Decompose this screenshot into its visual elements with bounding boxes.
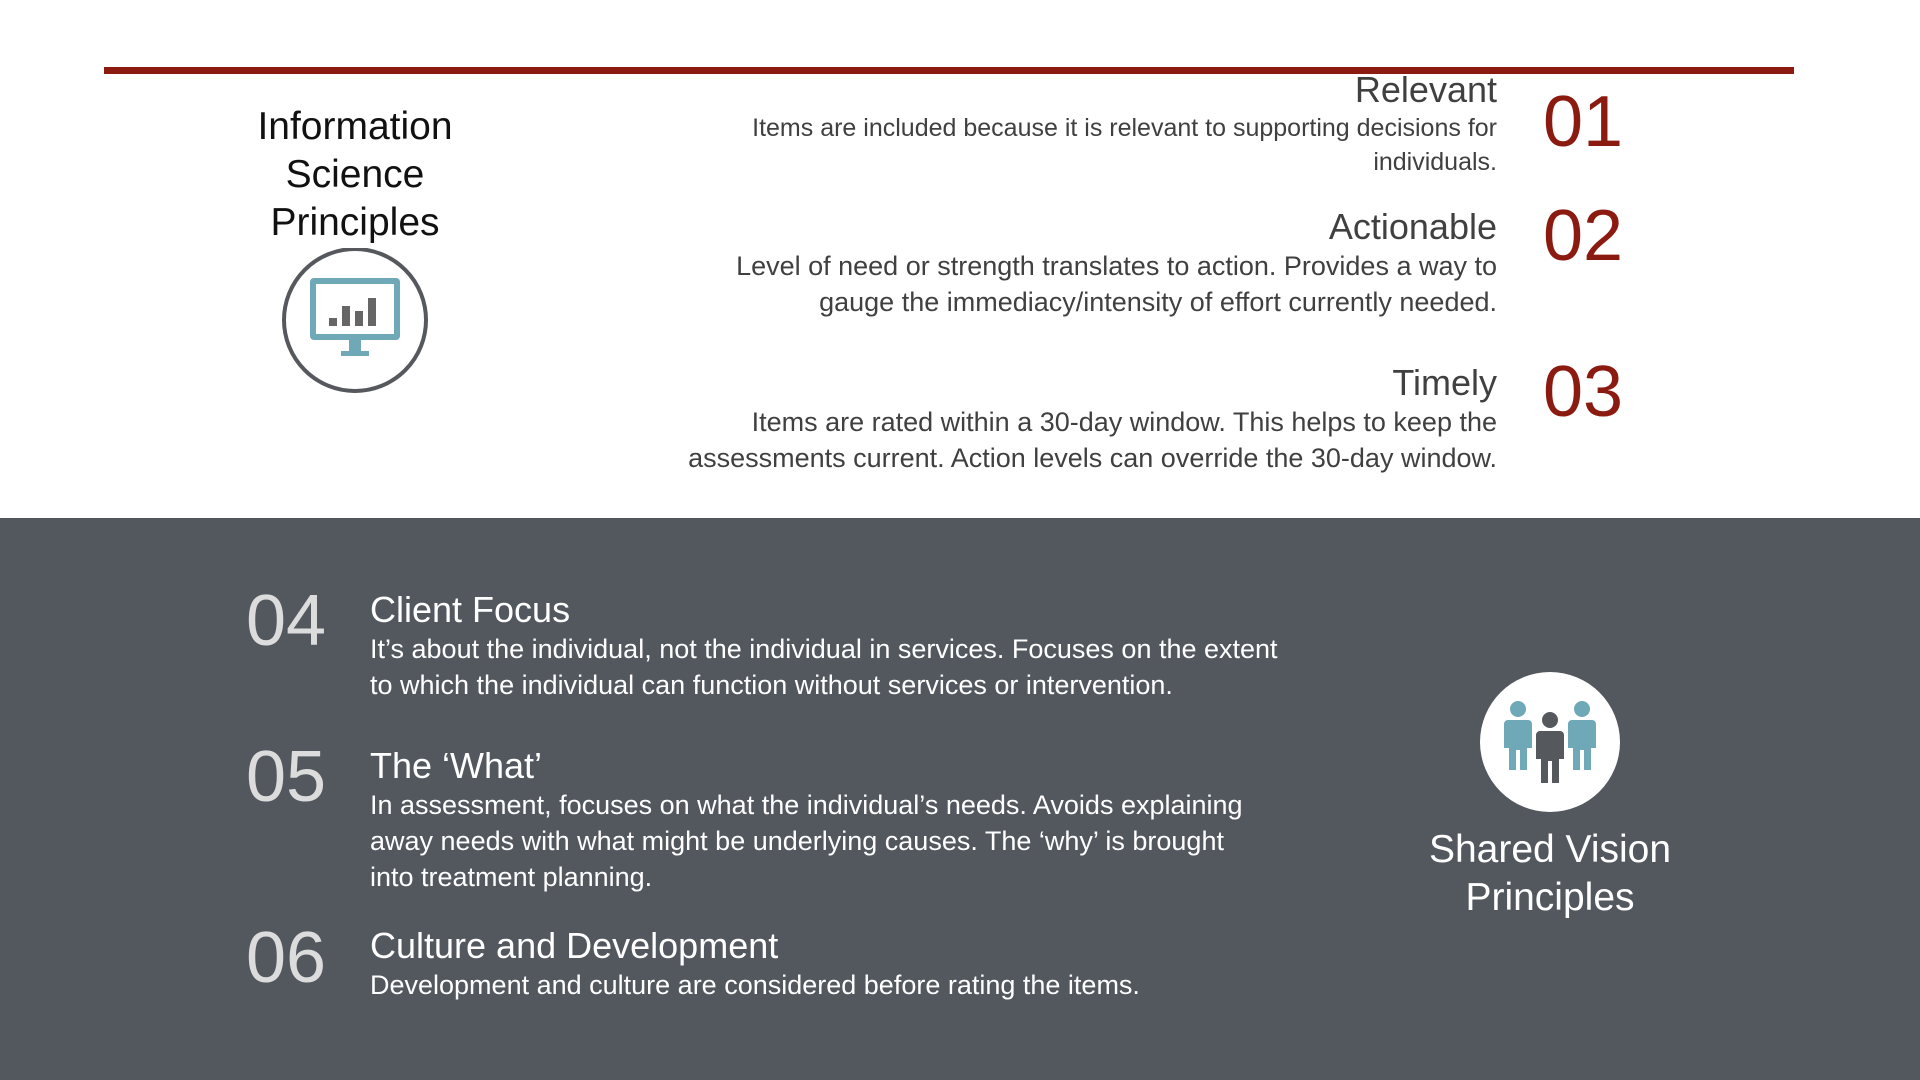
principle-description-line: away needs with what might be underlying causes. The ‘why’ is brought [370,826,1224,856]
shared-vision-title-line: Principles [1465,876,1635,919]
principle-description [370,787,1370,895]
principle-number: 06 [246,918,327,998]
monitor-chart-icon [280,248,430,393]
people-group-icon [1480,672,1620,812]
principle-relevant [637,69,1497,179]
principle-number: 02 [1543,196,1624,276]
principle-number: 04 [246,581,327,661]
principle-description [370,967,1390,1003]
principle-title: Relevant [1354,69,1497,110]
principle-actionable [597,206,1497,320]
principle-description-line: to which the individual can function without services or intervention. [370,670,1173,700]
principle-description [597,248,1497,320]
principle-title: Culture and Development [370,925,779,966]
info-science-title-line: Principles [270,201,440,244]
principle-description-line: It’s about the individual, not the individual in services. Focuses on the extent [370,634,1278,664]
principle-description [537,404,1497,476]
principle-title: Timely [1392,362,1497,403]
shared-vision-title-line: Shared Vision [1428,828,1672,871]
principle-description-line: Items are rated within a 30-day window. This helps to keep the [751,407,1497,437]
principle-culture-development [370,925,1390,1003]
principle-description-line: individuals. [1373,148,1497,176]
principle-number: 01 [1543,82,1624,162]
principle-description-line: assessments current. Action levels can override the 30-day window. [688,443,1497,473]
shared-vision-title [1400,826,1700,922]
principle-client-focus [370,589,1390,703]
principle-number: 03 [1543,352,1624,432]
info-science-title [215,103,495,247]
principle-description-line: Level of need or strength translates to action. Provides a way to [736,251,1497,281]
principle-timely [537,362,1497,476]
principle-the-what [370,745,1370,895]
principle-title: The ‘What’ [370,745,543,786]
principle-description [637,111,1497,179]
info-science-title-line: Science [285,153,425,196]
principle-description-line: into treatment planning. [370,862,653,892]
principle-description-line: Items are included because it is relevant to supporting decisions for [752,114,1497,142]
principle-title: Client Focus [370,589,571,630]
principle-title: Actionable [1328,206,1497,247]
info-science-title-line: Information [257,105,453,148]
principle-description-line: In assessment, focuses on what the individual’s needs. Avoids explaining [370,790,1243,820]
principle-description-line: Development and culture are considered before rating the items. [370,970,1140,1000]
principle-description-line: gauge the immediacy/intensity of effort currently needed. [819,287,1497,317]
principle-number: 05 [246,737,327,817]
principle-description [370,631,1390,703]
